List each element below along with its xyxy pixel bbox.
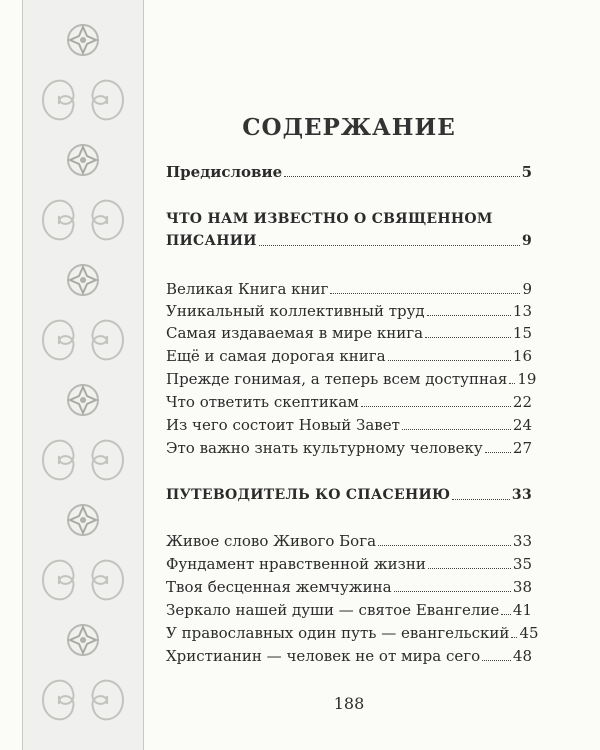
- page-number: 188: [333, 694, 365, 713]
- toc-entry-label: Твоя бесценная жемчужина: [166, 578, 392, 596]
- leader-dots: [425, 337, 511, 338]
- toc-entry-label: У православных один путь — евангельский: [166, 624, 510, 642]
- toc-entry-page: 48: [512, 647, 532, 665]
- leader-dots: [394, 591, 511, 592]
- leader-dots: [509, 383, 515, 384]
- toc-entry-label: Предисловие: [166, 163, 283, 181]
- toc-entry-label: Это важно знать культурному человеку: [166, 439, 483, 457]
- toc-entry[interactable]: [166, 600, 532, 620]
- leader-dots: [361, 406, 511, 407]
- leader-dots: [402, 429, 511, 430]
- toc-entry[interactable]: [166, 623, 539, 643]
- toc-entry-label: Христианин — человек не от мира сего: [166, 647, 481, 665]
- leader-dots: [427, 315, 511, 316]
- toc-entry-page: 41: [512, 601, 532, 619]
- toc-entry-label: ПИСАНИИ: [166, 233, 257, 249]
- toc-entry-page: 5: [521, 163, 532, 181]
- leader-dots: [388, 360, 511, 361]
- toc-entry-label: Из чего состоит Новый Завет: [166, 416, 400, 434]
- toc-entry-label: Самая издаваемая в мире книга: [166, 324, 424, 342]
- toc-entry-label: Зеркало нашей души — святое Евангелие: [166, 601, 500, 619]
- toc-entry-page: 13: [512, 302, 532, 320]
- toc-section-heading[interactable]: [166, 231, 532, 251]
- toc-entry-page: 9: [522, 280, 532, 298]
- leader-dots: [428, 568, 511, 569]
- leader-dots: [452, 499, 510, 500]
- toc-entry-label: Что ответить скептикам: [166, 393, 359, 411]
- toc-entry-label: Живое слово Живого Бога: [166, 532, 377, 550]
- toc-entry-label: Прежде гонимая, а теперь всем доступная: [166, 370, 508, 388]
- toc-entry[interactable]: [166, 646, 532, 666]
- toc-entry[interactable]: [166, 531, 532, 551]
- toc-entry[interactable]: [166, 392, 532, 412]
- toc-entry[interactable]: [166, 438, 532, 458]
- toc-entry-page: 22: [512, 393, 532, 411]
- toc-section-heading[interactable]: [166, 485, 532, 505]
- toc-entry[interactable]: [166, 301, 532, 321]
- leader-dots: [330, 293, 520, 294]
- decorative-ornament-border: [22, 0, 144, 750]
- toc-entry-label: Ещё и самая дорогая книга: [166, 347, 386, 365]
- toc-entry-page: 35: [512, 555, 532, 573]
- toc-entry-label: Уникальный коллективный труд: [166, 302, 425, 320]
- toc-entry[interactable]: [166, 554, 532, 574]
- toc-entry[interactable]: [166, 346, 532, 366]
- toc-entry[interactable]: [166, 577, 532, 597]
- toc-entry-page: 33: [512, 532, 532, 550]
- page-title: СОДЕРЖАНИЕ: [242, 114, 456, 141]
- leader-dots: [378, 545, 511, 546]
- section-heading-line1: ЧТО НАМ ИЗВЕСТНО О СВЯЩЕННОМ: [166, 211, 493, 227]
- toc-entry-page: 33: [511, 487, 532, 503]
- toc-entry-page: 9: [521, 233, 532, 249]
- toc-entry-page: 45: [519, 624, 539, 642]
- toc-entry-page: 38: [512, 578, 532, 596]
- leader-dots: [259, 245, 520, 246]
- toc-entry-page: 27: [512, 439, 532, 457]
- toc-entry-label: Фундамент нравственной жизни: [166, 555, 426, 573]
- toc-entry-label: ПУТЕВОДИТЕЛЬ КО СПАСЕНИЮ: [166, 487, 451, 503]
- toc-entry[interactable]: [166, 279, 532, 299]
- toc-entry[interactable]: [166, 415, 532, 435]
- leader-dots: [501, 614, 511, 615]
- toc-entry[interactable]: [166, 323, 532, 343]
- toc-entry-preface[interactable]: [166, 162, 532, 182]
- leader-dots: [482, 660, 511, 661]
- toc-entry-page: 15: [512, 324, 532, 342]
- toc-entry[interactable]: [166, 369, 537, 389]
- toc-entry-page: 19: [517, 370, 537, 388]
- toc-entry-page: 16: [512, 347, 532, 365]
- toc-entry-label: Великая Книга книг: [166, 280, 329, 298]
- leader-dots: [485, 452, 511, 453]
- ornament-pattern: [23, 0, 143, 750]
- leader-dots: [511, 637, 517, 638]
- toc-entry-page: 24: [512, 416, 532, 434]
- leader-dots: [284, 176, 519, 177]
- table-of-contents: [166, 0, 539, 750]
